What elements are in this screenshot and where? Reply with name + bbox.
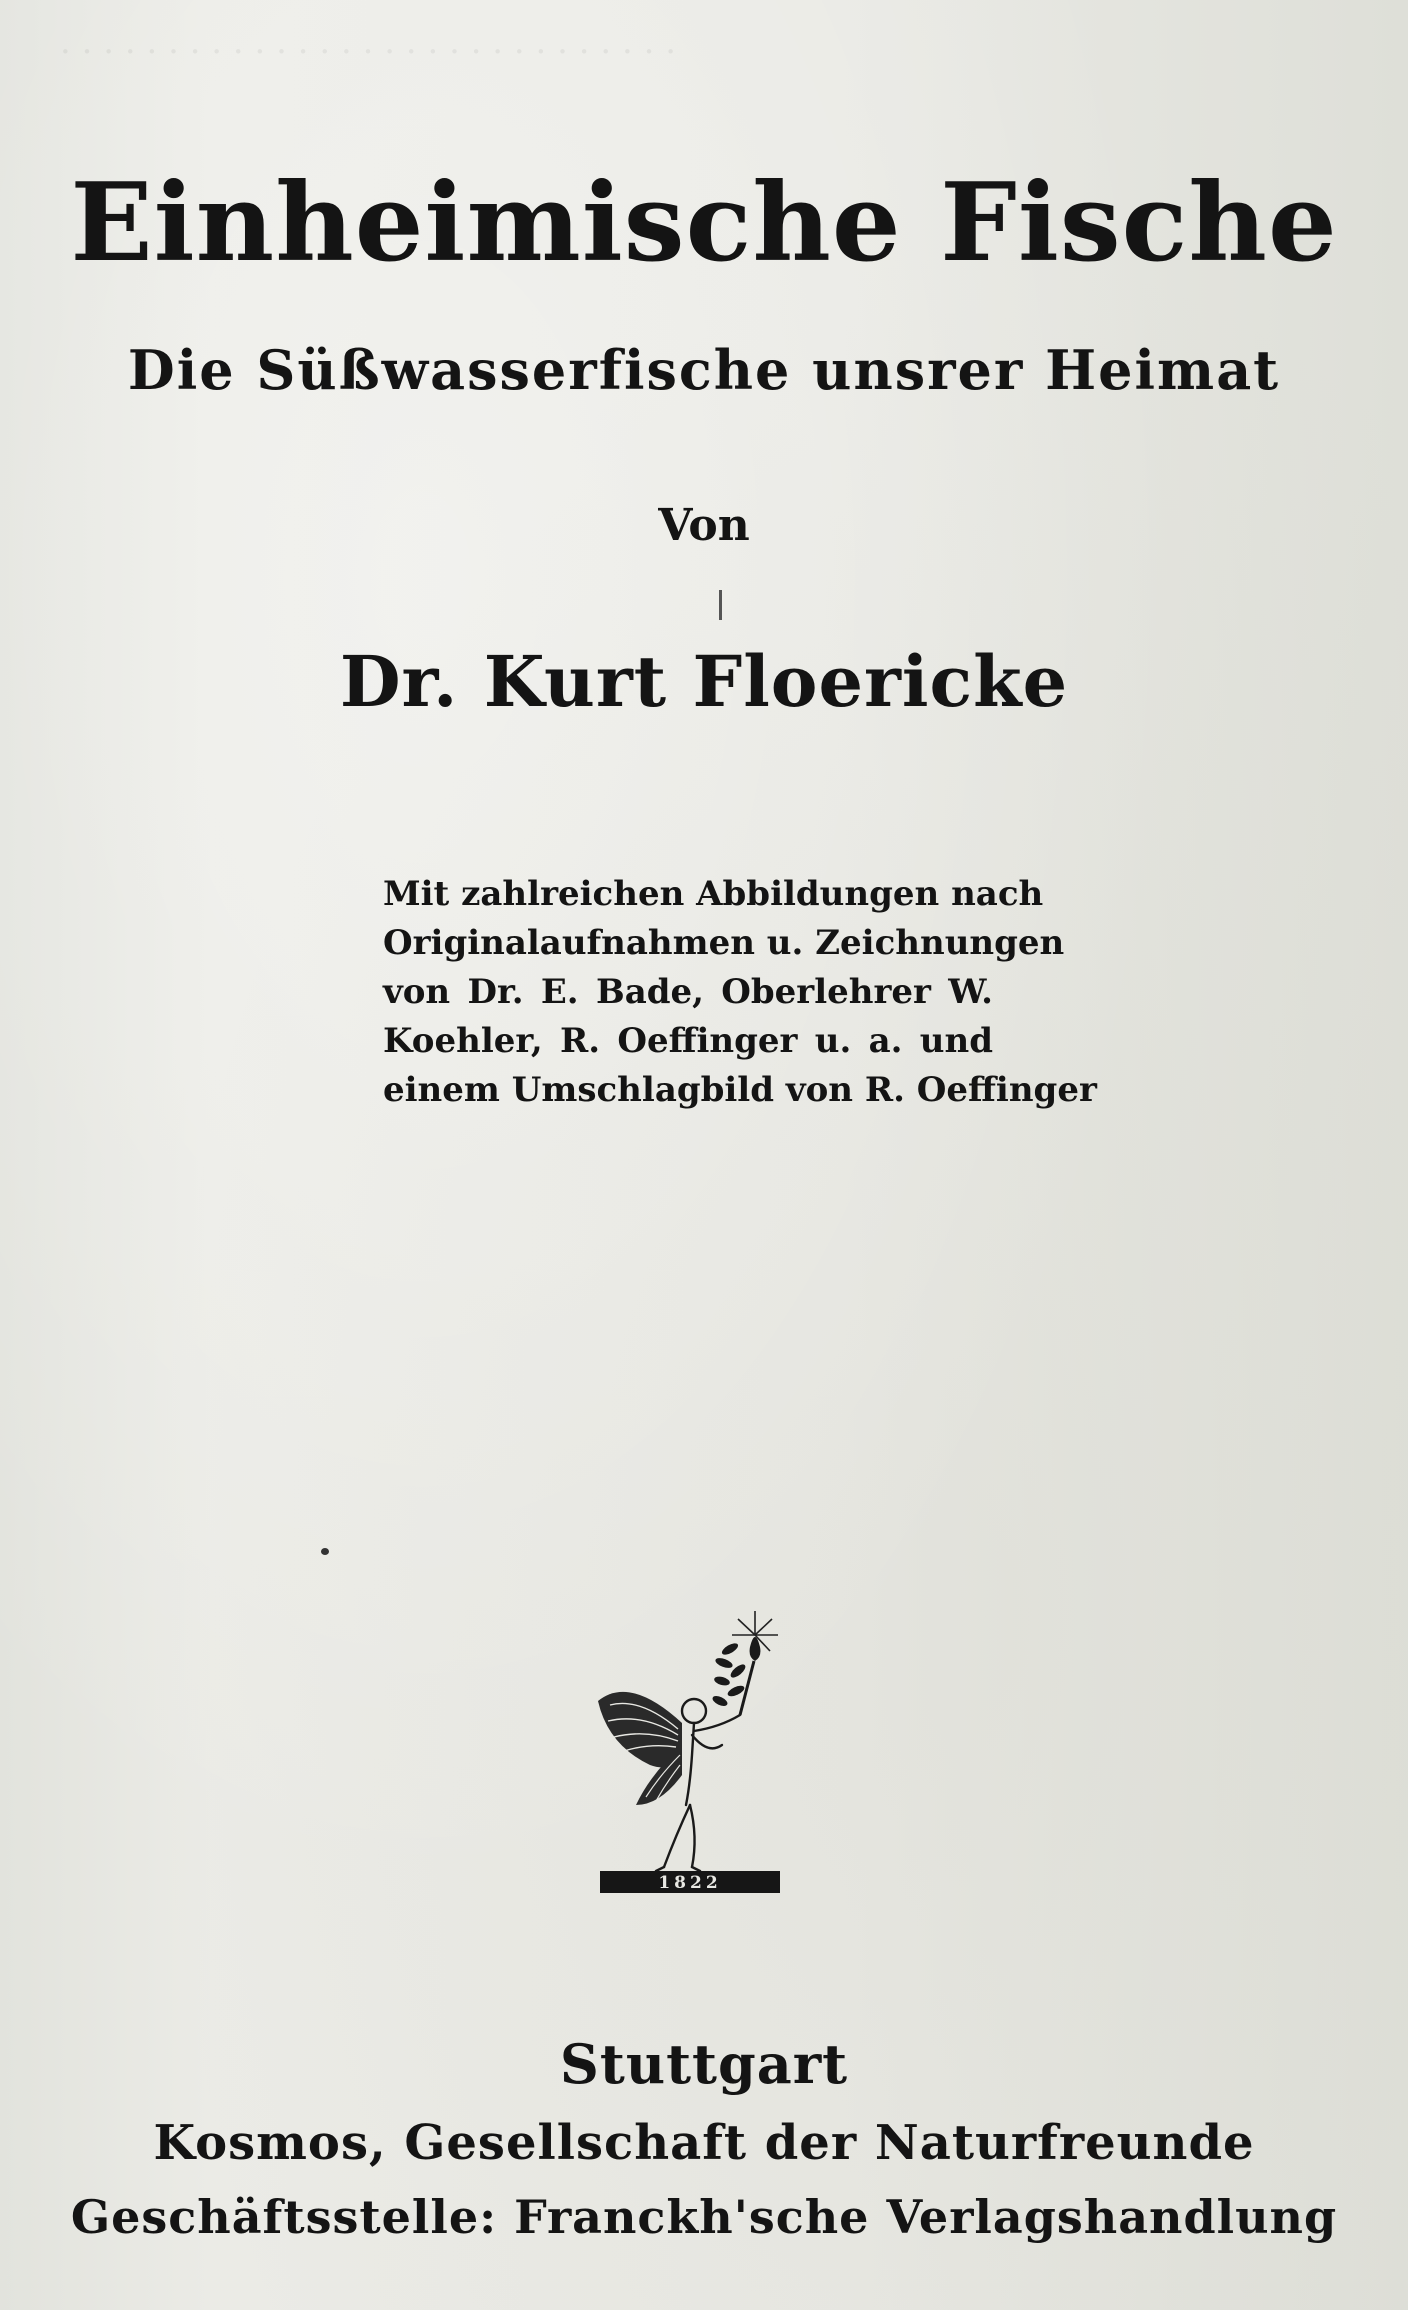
ink-speck [321,1548,329,1555]
credit-line: von Dr. E. Bade, Oberlehrer W. [383,972,993,1012]
bleed-through-text: · · · · · · · · · · · · · · · · · · · · · · · · · · · · · [60,32,677,72]
book-subtitle: Die Süßwasserfische unsrer Heimat [127,338,1281,402]
publication-city: Stuttgart [559,2032,849,2096]
author-name: Dr. Kurt Floericke [339,640,1069,723]
credit-line: Koehler, R. Oeffinger u. a. und [383,1021,993,1061]
illustration-credits [383,870,1097,1115]
ink-mark [719,590,722,620]
publisher-office: Geschäftsstelle: Franckh'sche Verlagshandlung [70,2190,1338,2244]
credit-line: Mit zahlreichen Abbildungen nach [383,874,1044,914]
logo-year: 1822 [658,1873,722,1893]
by-label: Von [658,500,750,551]
winged-cherub-with-torch-icon [590,1605,790,1895]
publisher-name: Kosmos, Gesellschaft der Naturfreunde [153,2115,1255,2171]
book-title: Einheimische Fische [70,160,1338,286]
credit-line: einem Umschlagbild von R. Oeffinger [383,1070,1097,1110]
credit-line: Originalaufnahmen u. Zeichnungen [383,923,1065,963]
